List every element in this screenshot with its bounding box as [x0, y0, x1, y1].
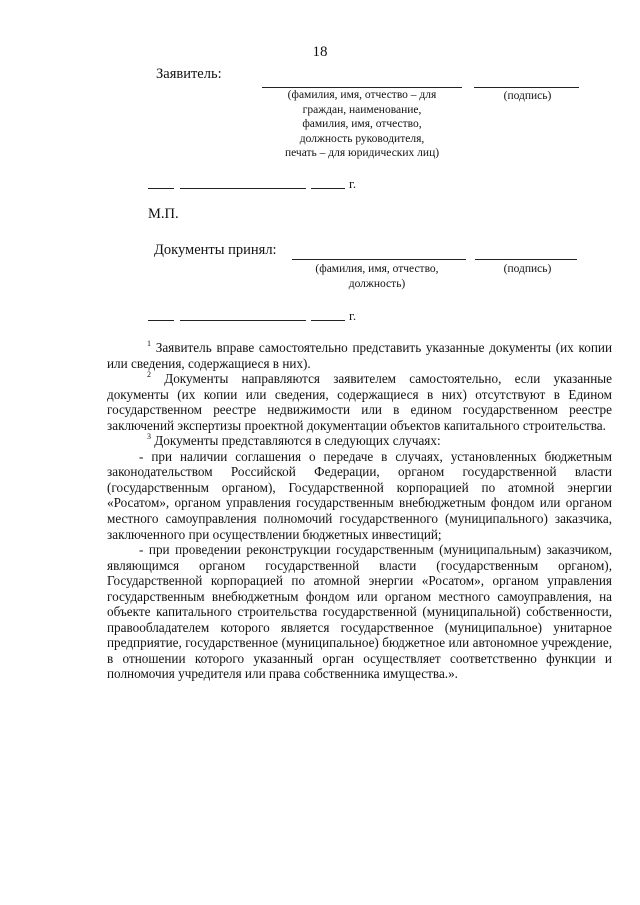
- footnote-mark: 2: [147, 370, 151, 380]
- caption-line: должность руководителя,: [299, 132, 425, 145]
- applicant-date-month-line: [180, 188, 306, 189]
- applicant-date-suffix: г.: [349, 176, 357, 191]
- receiver-date-month-line: [180, 320, 306, 321]
- applicant-name-caption: [252, 88, 472, 161]
- footnote-text: Документы представляются в следующих случаях:: [154, 433, 441, 449]
- receiver-date-day-line: [148, 320, 174, 321]
- receiver-label: Документы принял:: [154, 242, 277, 258]
- caption-line: граждан, наименование,: [302, 103, 422, 116]
- footnote-text: Документы направляются заявителем самостоятельно, если указанные документы (их копии или сведения, содержащиеся в них) отсутствуют в Едином государственном реестре недвижимости или в едином государственном реестре заключений экспертизы проектной документации объектов капитального строительства.: [107, 371, 613, 433]
- stamp-label: М.П.: [148, 206, 179, 222]
- receiver-name-line: [292, 259, 466, 260]
- footnote-mark: 3: [147, 432, 151, 442]
- caption-line: должность): [348, 277, 406, 290]
- applicant-signature-line: [474, 87, 579, 88]
- applicant-date-day-line: [148, 188, 174, 189]
- footnote-case-2: - при проведении реконструкции государственным (муниципальным) заказчиком, являющимся органом государственной власти (государственным органом), Государственной корпорацией по атомной энергии «Росатом», органом управления государственным внебюджетным фондом или органом местного самоуправления, на объекте капитального строительства государственной (муниципальной) собственности, правообладателем которого является государственное (муниципальное) унитарное предприятие, государственное (муниципальное) бюджетное или автономное учреждение, в отношении которого указанный орган осуществляет соответственно функции и полномочия учредителя или права собственника имущества.».: [107, 542, 612, 682]
- footnote-1: [107, 340, 612, 371]
- applicant-date-year-line: [311, 188, 345, 189]
- receiver-date-suffix: г.: [349, 308, 357, 323]
- footnote-mark: 1: [147, 339, 151, 348]
- receiver-name-caption: [282, 262, 472, 291]
- receiver-date-year-line: [311, 320, 345, 321]
- footnote-text: Заявитель вправе самостоятельно представить указанные документы (их копии или сведения, содержащиеся в них).: [107, 340, 612, 371]
- applicant-label: Заявитель:: [156, 66, 222, 82]
- caption-line: печать – для юридических лиц): [284, 147, 440, 159]
- caption-line: фамилия, имя, отчество,: [302, 118, 422, 130]
- footnotes: [107, 340, 612, 682]
- footnote-3: [107, 433, 612, 449]
- receiver-signature-line: [475, 259, 577, 260]
- footnote-2: [107, 371, 612, 433]
- receiver-signature-caption: (подпись): [503, 263, 552, 275]
- caption-line: (фамилия, имя, отчество – для: [287, 89, 437, 101]
- page-number: 18: [312, 44, 328, 60]
- footnote-case-1: - при наличии соглашения о передаче в случаях, установленных бюджетным законодательством Российской Федерации, органом государственной власти (государственным органом), Государственной корпорацией по атомной энергии «Росатом», органом управления государственным внебюджетным фондом или органом местного самоуправления полномочий государственного (муниципального) заказчика, заключенного при осуществлении бюджетных инвестиций;: [107, 448, 612, 542]
- applicant-signature-caption: (подпись): [503, 90, 552, 102]
- caption-line: (фамилия, имя, отчество,: [315, 263, 439, 275]
